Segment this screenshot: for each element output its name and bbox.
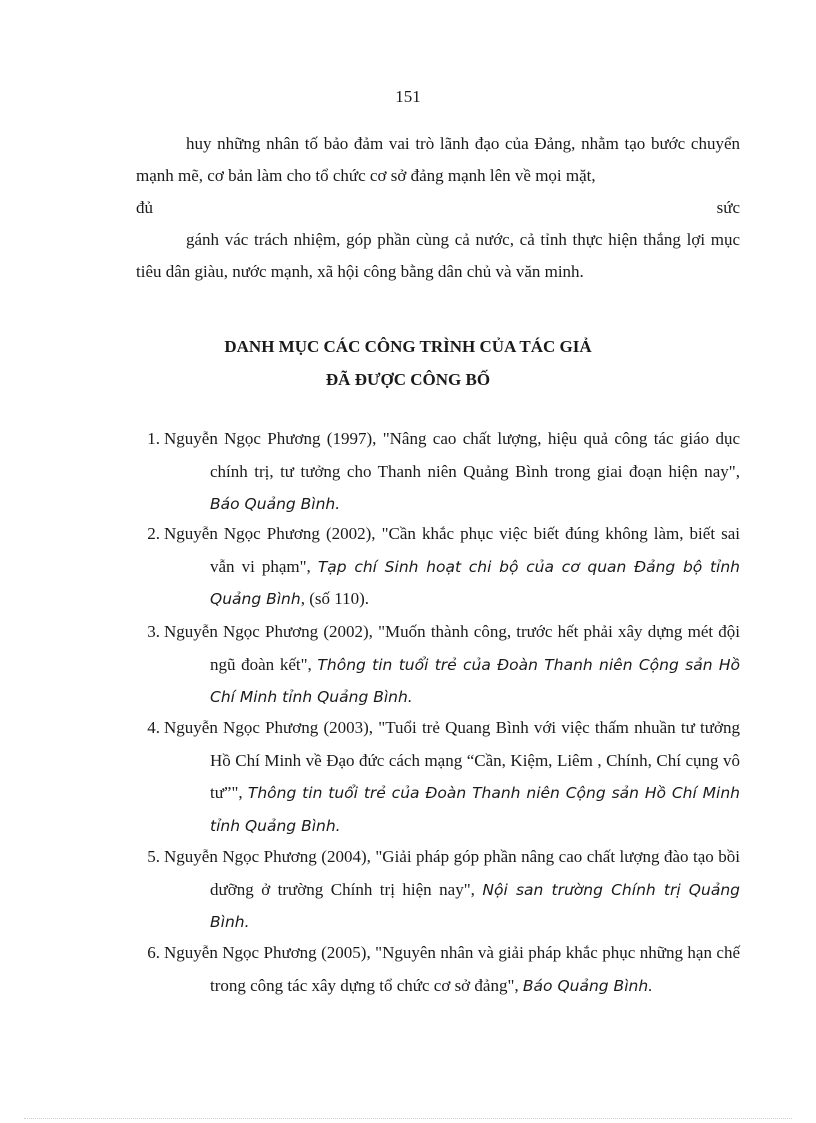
reference-item xyxy=(136,423,740,521)
reference-text: Nguyễn Ngọc Phương (2005), "Nguyên nhân và giải pháp khắc phục những hạn chế trong công tác xây dựng tổ chức cơ sở đảng", xyxy=(164,943,740,995)
body-paragraph-1: huy những nhân tố bảo đảm vai trò lãnh đạo của Đảng, nhằm tạo bước chuyển mạnh mẽ, cơ bản làm cho tổ chức cơ sở đảng mạnh lên về mọi mặt, xyxy=(136,134,740,185)
reference-text: Nguyễn Ngọc Phương (2003), "Tuổi trẻ Quang Bình với việc thấm nhuần tư tưởng Hồ Chí Minh về Đạo đức cách mạng “Cần, Kiệm, Liêm , Chính, Chí cụng vô tư”", xyxy=(164,718,740,802)
reference-text: Nguyễn Ngọc Phương (2002), "Cần khắc phục việc biết đúng không làm, biết sai vẫn vi phạm", xyxy=(164,524,740,576)
reference-item xyxy=(136,937,740,1002)
reference-number: 3. xyxy=(147,622,160,641)
reference-number: 2. xyxy=(147,524,160,543)
reference-source: Thông tin tuổi trẻ của Đoàn Thanh niên Cộng sản Hồ Chí Minh tỉnh Quảng Bình. xyxy=(210,655,740,706)
reference-text: Nguyễn Ngọc Phương (1997), "Nâng cao chất lượng, hiệu quả công tác giáo dục chính trị, tư tưởng cho Thanh niên Quảng Bình trong giai đoạn hiện nay", xyxy=(164,429,740,481)
reference-source: Báo Quảng Bình. xyxy=(210,495,341,513)
page-number: 151 xyxy=(395,87,421,106)
split-left-word: đủ xyxy=(136,198,153,217)
section-heading-line-2: ĐÃ ĐƯỢC CÔNG BỐ xyxy=(325,370,491,389)
reference-item xyxy=(136,616,740,714)
page-bottom-divider xyxy=(24,1118,792,1119)
reference-text: Nguyễn Ngọc Phương (2002), "Muốn thành công, trước hết phải xây dựng mét đội ngũ đoàn kết", xyxy=(164,622,740,674)
reference-suffix: , (số 110). xyxy=(300,589,370,608)
reference-source: Tạp chí Sinh hoạt chi bộ của cơ quan Đảng bộ tỉnh Quảng Bình xyxy=(210,557,740,608)
reference-number: 6. xyxy=(147,943,160,962)
reference-number: 5. xyxy=(147,847,160,866)
section-heading-line-1: DANH MỤC CÁC CÔNG TRÌNH CỦA TÁC GIẢ xyxy=(224,337,592,356)
reference-source: Nội san trường Chính trị Quảng Bình. xyxy=(210,880,740,931)
reference-number: 4. xyxy=(147,718,160,737)
reference-text: Nguyễn Ngọc Phương (2004), "Giải pháp góp phần nâng cao chất lượng đào tạo bồi dưỡng ở trường Chính trị hiện nay", xyxy=(164,847,740,899)
reference-source: Báo Quảng Bình. xyxy=(522,976,654,995)
body-split-line xyxy=(136,192,740,224)
reference-number: 1. xyxy=(147,429,160,448)
body-paragraph-2: gánh vác trách nhiệm, góp phần cùng cả nước, cả tỉnh thực hiện thắng lợi mục tiêu dân giàu, nước mạnh, xã hội công bằng dân chủ và văn minh. xyxy=(136,230,740,281)
reference-source: Thông tin tuổi trẻ của Đoàn Thanh niên Cộng sản Hồ Chí Minh tỉnh Quảng Bình. xyxy=(210,784,741,835)
reference-item xyxy=(136,518,740,616)
split-right-word: sức xyxy=(716,198,740,217)
reference-item xyxy=(136,841,740,939)
reference-item xyxy=(136,712,740,842)
